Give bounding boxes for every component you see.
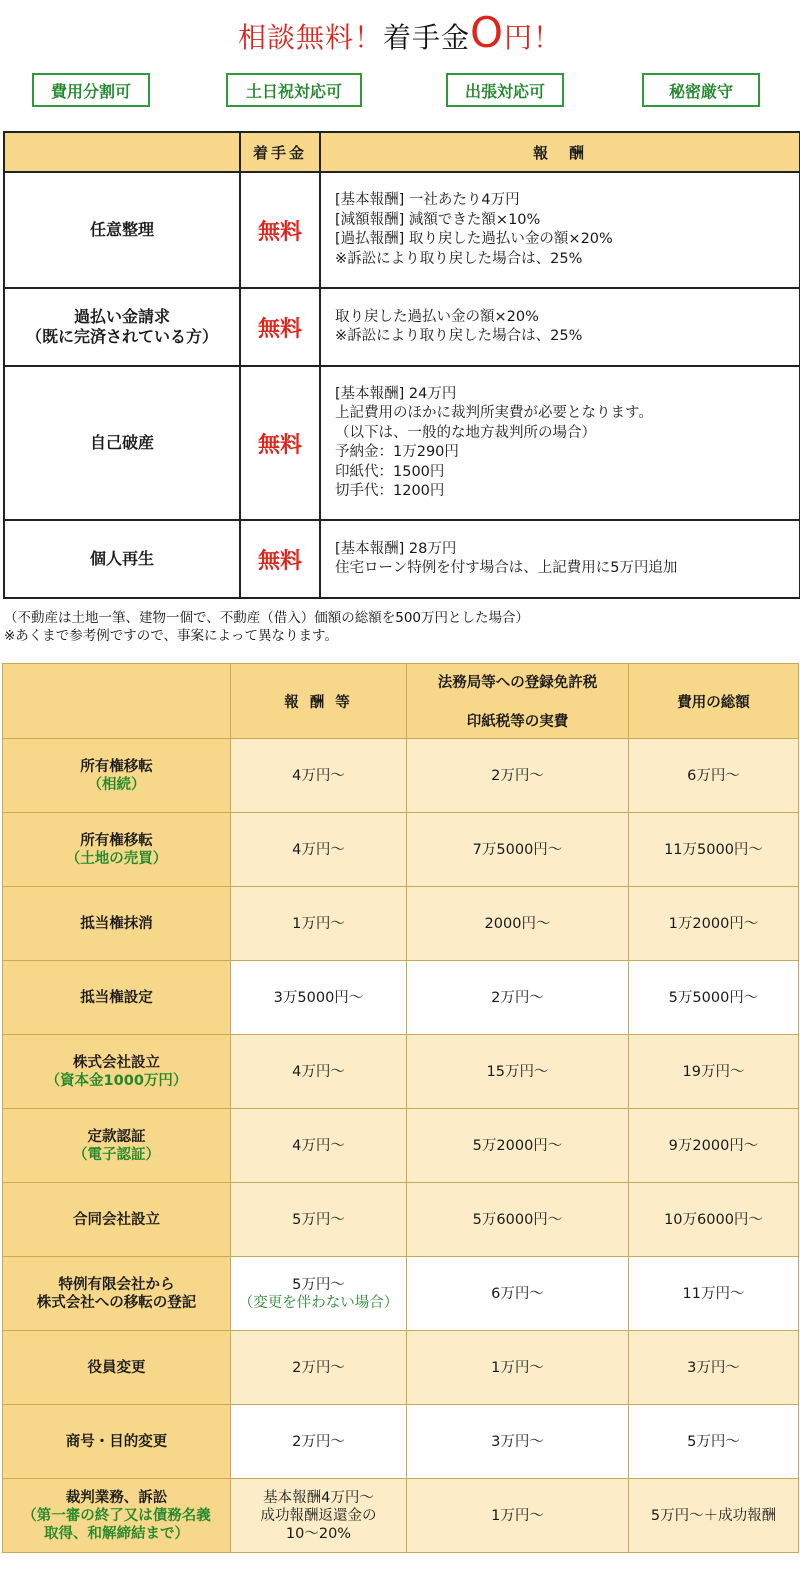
cell-text: 3万5000円～ [273,989,364,1006]
table-row [3,813,799,887]
fee-cell [231,1109,407,1183]
fee-cell [231,1331,407,1405]
service-name: 任意整理 [4,172,240,288]
retainer-free: 無料 [240,288,320,366]
table-row [3,1183,799,1257]
cell-text: （資本金1000万円） [45,1072,188,1089]
tax-cell [407,1035,629,1109]
fee-row-overpayment [4,288,800,366]
total-cell [629,1109,799,1183]
cell-text: 3万円～ [687,1359,740,1376]
tax-cell [407,1405,629,1479]
fee-row-bankruptcy [4,366,800,520]
total-cell [629,1405,799,1479]
reward-detail: [基本報酬] 一社あたり4万円 [減額報酬] 減額できた額×10% [過払報酬] 取り戻した過払い金の額×20% ※訴訟により取り戻した場合は、25% [320,172,800,288]
table-row [3,1479,799,1553]
cell-text: 10万6000円～ [664,1211,763,1228]
cell-text: （電子認証） [73,1146,160,1163]
header-fees: 報 酬 等 [231,664,407,739]
header-reward: 報 酬 [320,132,800,172]
cell-text: 5万6000円～ [472,1211,563,1228]
service-label [3,1109,231,1183]
fee-row-voluntary [4,172,800,288]
cell-text: 定款認証 [87,1128,146,1145]
cell-text: 6万円～ [491,1285,544,1302]
fee-cell [231,887,407,961]
reward-detail: 取り戻した過払い金の額×20% ※訴訟により取り戻した場合は、25% [320,288,800,366]
cell-text: 合同会社設立 [73,1211,160,1228]
service-label [3,1331,231,1405]
cell-text: 基本報酬4万円～ 成功報酬返還金の 10～20% [260,1489,377,1542]
service-label [3,1257,231,1331]
service-label [3,813,231,887]
cell-text: 4万円～ [292,1137,345,1154]
cell-text: 7万5000円～ [472,841,563,858]
total-cell [629,887,799,961]
reward-detail: [基本報酬] 28万円 住宅ローン特例を付す場合は、上記費用に5万円追加 [320,520,800,598]
cell-text: 1万2000円～ [668,915,759,932]
cell-text: 特例有限会社から 株式会社への移転の登記 [36,1276,197,1311]
reg-table-header [3,664,799,739]
service-label [3,1183,231,1257]
header-blank [4,132,240,172]
cell-text: 4万円～ [292,767,345,784]
cell-text: 6万円～ [687,767,740,784]
service-label [3,1405,231,1479]
cell-text: 5万2000円～ [472,1137,563,1154]
fee-cell [231,813,407,887]
fee-row-rehabilitation [4,520,800,598]
note-real-estate: （不動産は土地一筆、建物一個で、不動産（借入）価額の総額を500万円とした場合） [4,610,529,626]
cell-text: 1万円～ [292,915,345,932]
total-cell [629,813,799,887]
badge-confidential: 秘密厳守 [642,73,760,107]
fee-cell [231,1405,407,1479]
headline-yen: 円！ [504,21,563,54]
service-label [3,887,231,961]
badge-installment: 費用分割可 [32,73,150,107]
service-label [3,1479,231,1553]
fee-cell [231,1035,407,1109]
cell-text: 5万円～ [292,1211,345,1228]
tax-cell [407,1183,629,1257]
cell-text: （第一審の終了又は債務名義 取得、和解締結まで） [22,1507,211,1542]
retainer-free: 無料 [240,172,320,288]
cell-text: 所有権移転 [80,758,153,775]
header-total: 費用の総額 [629,664,799,739]
cell-text: 抵当権抹消 [80,915,153,932]
headline-free-consult: 相談無料！ [237,21,383,54]
cell-text: 裁判業務、訴訟 [65,1489,168,1506]
tax-cell [407,1109,629,1183]
cell-text: 5万5000円～ [668,989,759,1006]
retainer-free: 無料 [240,520,320,598]
cell-text: 11万円～ [682,1285,745,1302]
total-cell [629,1331,799,1405]
service-label [3,961,231,1035]
tax-cell [407,887,629,961]
cell-text: 役員変更 [87,1359,146,1376]
cell-text: 1万円～ [491,1359,544,1376]
cell-text: 19万円～ [682,1063,745,1080]
retainer-free: 無料 [240,366,320,520]
service-label [3,739,231,813]
note-reference: ※あくまで参考例ですので、事案によって異なります。 [4,628,338,644]
tax-cell [407,1257,629,1331]
tax-cell [407,1479,629,1553]
tax-cell [407,813,629,887]
table-row [3,1331,799,1405]
registration-fee-table [2,663,799,1553]
cell-text: 5万円～＋成功報酬 [650,1507,777,1524]
cell-text: 商号・目的変更 [65,1433,168,1450]
cell-text: 所有権移転 [80,832,153,849]
header-retainer: 着手金 [240,132,320,172]
cell-text: 4万円～ [292,841,345,858]
fee-cell [231,1479,407,1553]
badge-visit: 出張対応可 [446,73,564,107]
table-row [3,887,799,961]
table-row [3,961,799,1035]
cell-text: 株式会社設立 [73,1054,160,1071]
cell-text: 2万円～ [491,989,544,1006]
cell-text: 9万2000円～ [668,1137,759,1154]
debt-fee-table [3,131,800,599]
total-cell [629,1183,799,1257]
cell-text: （土地の売買） [65,850,168,867]
total-cell [629,1257,799,1331]
cell-text: （相続） [87,776,146,793]
header-blank [3,664,231,739]
badge-weekend: 土日祝対応可 [226,73,362,107]
fee-cell [231,1183,407,1257]
cell-text: 2万円～ [292,1359,345,1376]
fee-cell [231,1257,407,1331]
fee-table-header [4,132,800,172]
service-label [3,1035,231,1109]
table-row [3,1035,799,1109]
tax-cell [407,961,629,1035]
headline-retainer: 着手金 [382,21,470,54]
table-row [3,1405,799,1479]
headline [0,10,800,61]
headline-zero: O [469,8,505,57]
fee-cell [231,961,407,1035]
service-name: 自己破産 [4,366,240,520]
table-row [3,1109,799,1183]
total-cell [629,961,799,1035]
cell-text: 2万円～ [491,767,544,784]
cell-text: 1万円～ [491,1507,544,1524]
service-name: 過払い金請求 （既に完済されている方） [4,288,240,366]
cell-text: 5万円～ [687,1433,740,1450]
fee-cell [231,739,407,813]
cell-text: 15万円～ [486,1063,549,1080]
feature-badges [0,73,800,111]
total-cell [629,1035,799,1109]
cell-text: 抵当権設定 [80,989,153,1006]
reward-detail: [基本報酬] 24万円 上記費用のほかに裁判所実費が必要となります。 （以下は、一般的な地方裁判所の場合） 予納金：1万290円 印紙代：1500円 切手代：1200円 [320,366,800,520]
tax-cell [407,1331,629,1405]
cell-text: 5万円～ [292,1276,345,1293]
tax-cell [407,739,629,813]
table-row [3,1257,799,1331]
cell-text: （変更を伴わない場合） [238,1294,399,1311]
cell-text: 2万円～ [292,1433,345,1450]
header-tax: 法務局等への登録免許税 印紙税等の実費 [407,664,629,739]
cell-text: 4万円～ [292,1063,345,1080]
total-cell [629,739,799,813]
service-name: 個人再生 [4,520,240,598]
total-cell [629,1479,799,1553]
cell-text: 11万5000円～ [664,841,763,858]
cell-text: 3万円～ [491,1433,544,1450]
table-row [3,739,799,813]
cell-text: 2000円～ [484,915,551,932]
